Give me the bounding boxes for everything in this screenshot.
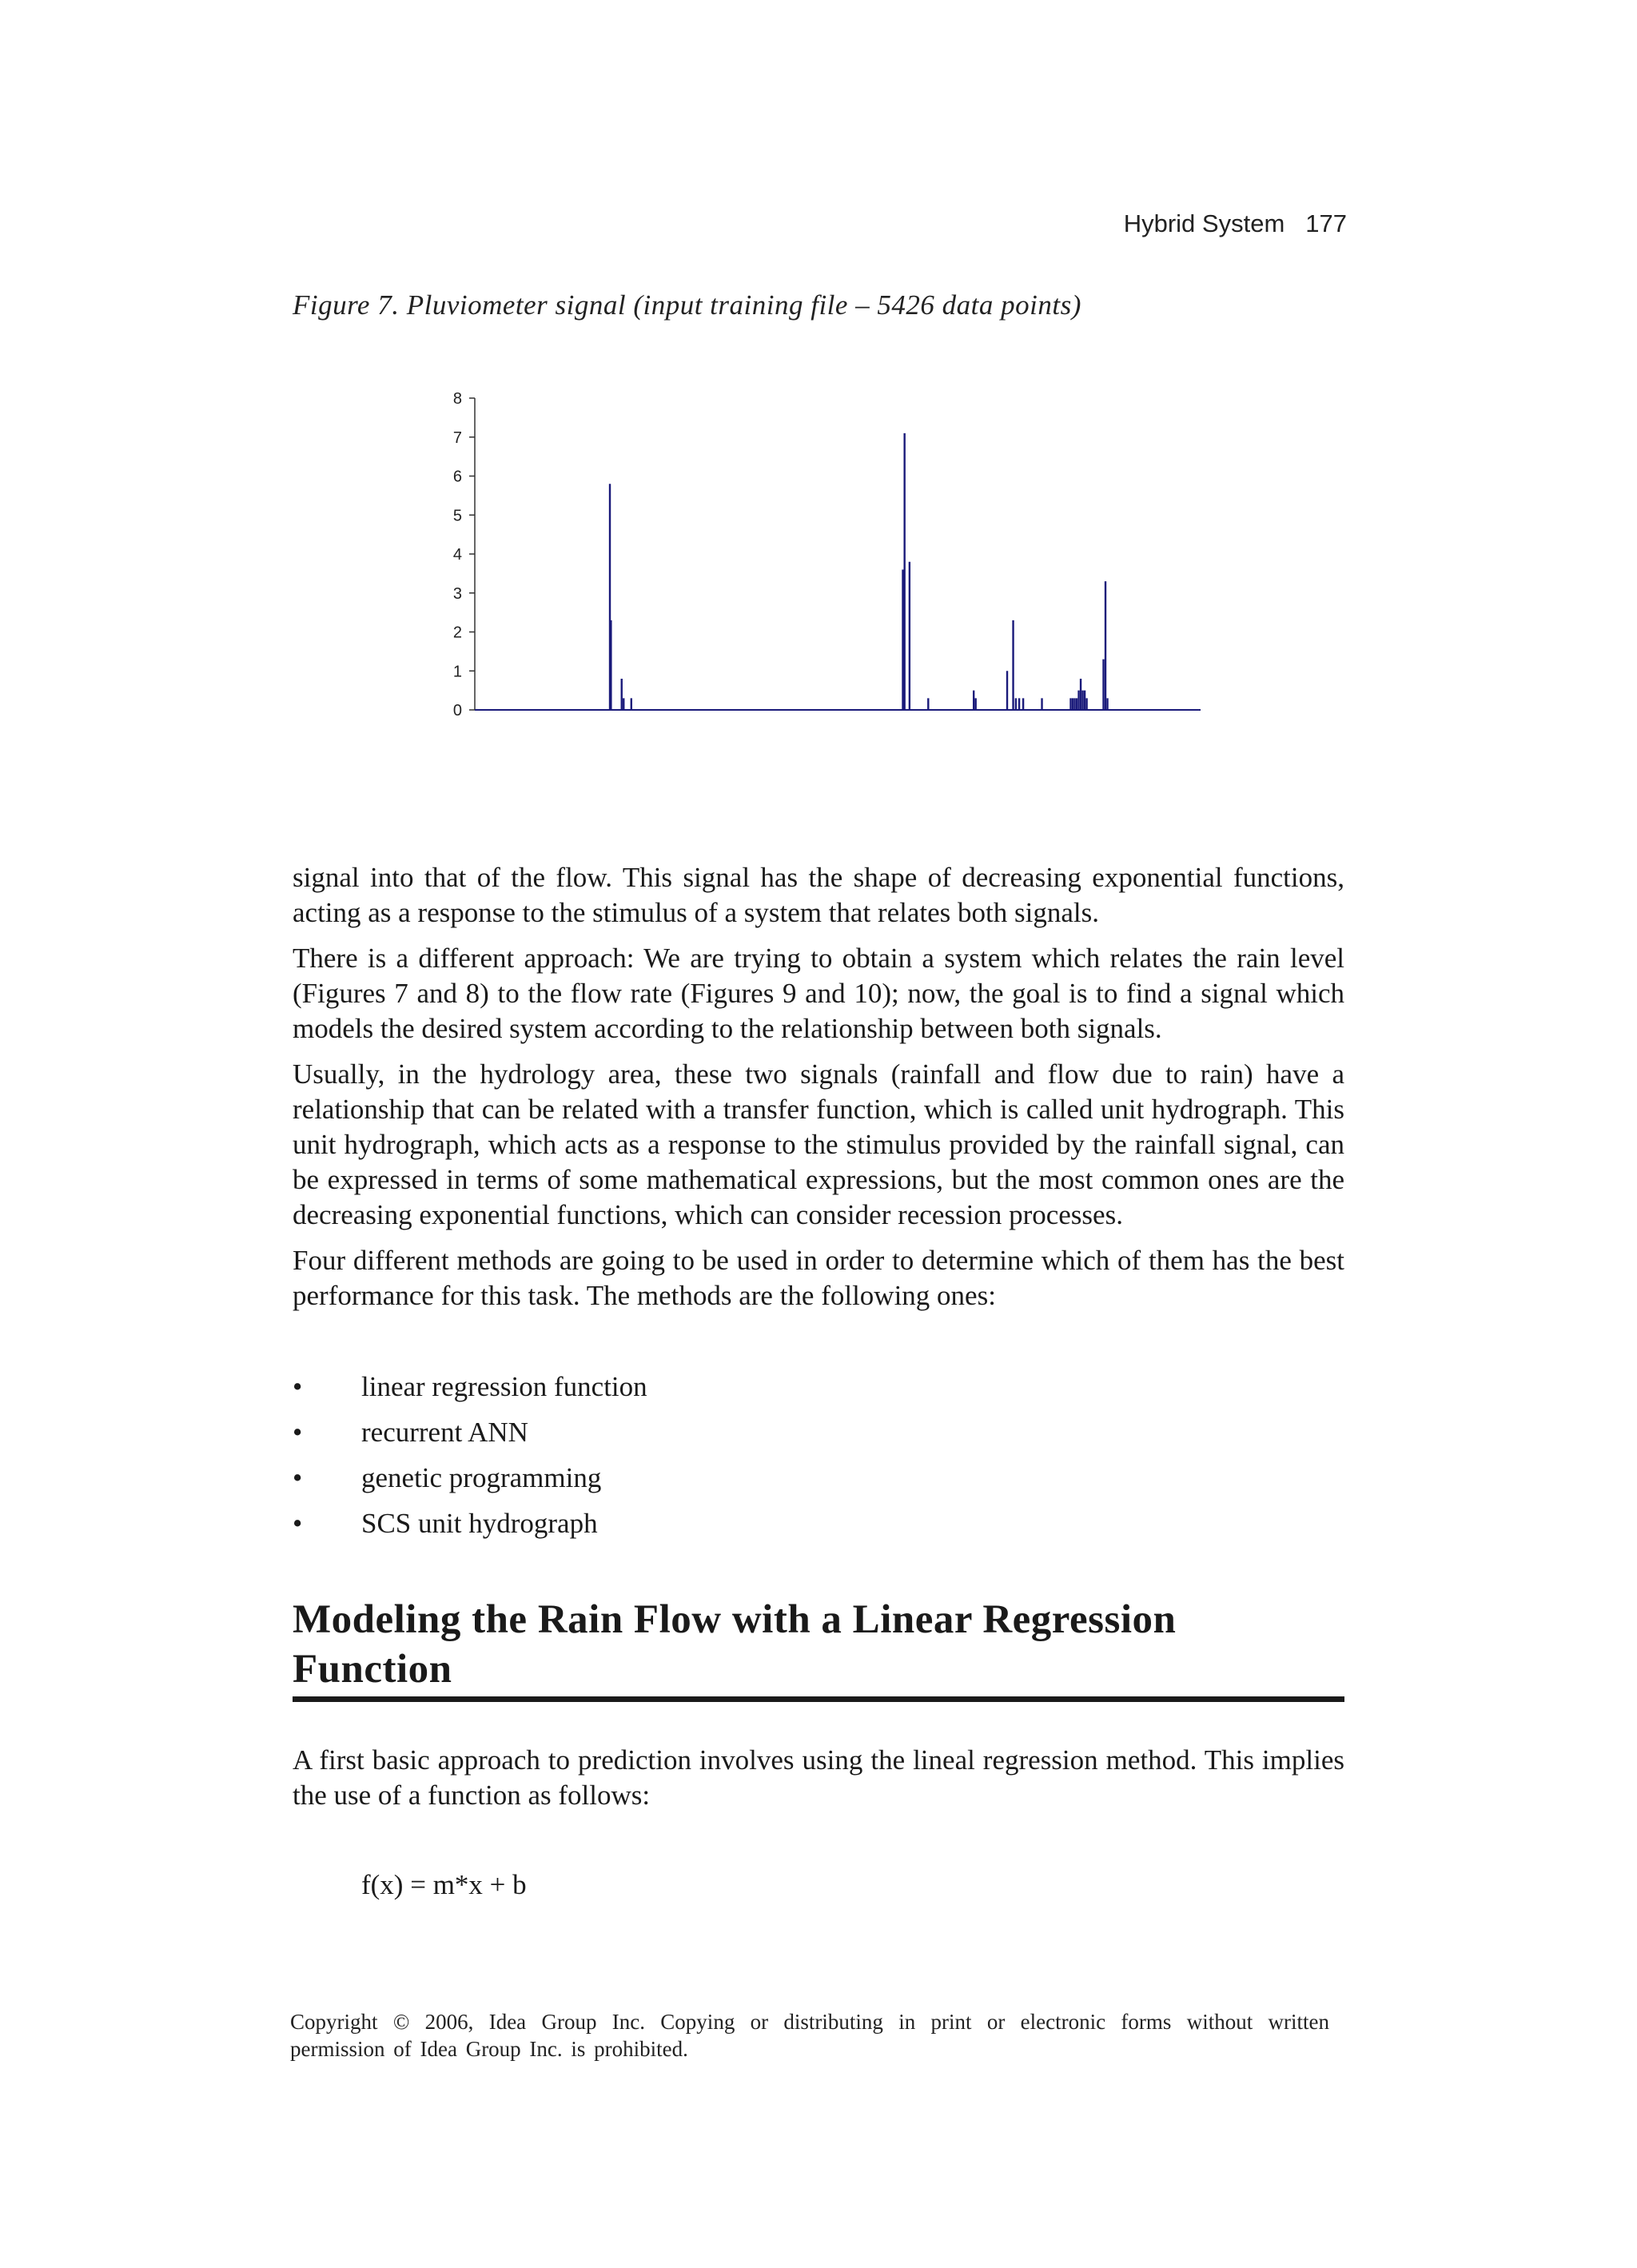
page-number: 177: [1305, 209, 1347, 237]
copyright-footer: Copyright © 2006, Idea Group Inc. Copying or distributing in print or electronic forms without written permission of Idea Group Inc. is prohibited.: [290, 2010, 1329, 2061]
list-item: [293, 1369, 1344, 1415]
section-heading-line: Function: [293, 1647, 452, 1692]
formula: f(x) = m*x + b: [361, 1869, 527, 1900]
y-tick-label: 2: [452, 624, 462, 642]
bullet-point: •: [293, 1371, 303, 1402]
chart-axes: [453, 390, 1201, 719]
methods-list: [293, 1369, 1344, 1552]
y-tick-label: 7: [452, 428, 462, 447]
y-tick-label: 3: [452, 584, 462, 603]
heading-rule: [293, 1696, 1344, 1702]
list-item-text: recurrent ANN: [361, 1417, 528, 1448]
paragraph: signal into that of the flow. This signal has the shape of decreasing exponential functions, acting as a response to the stimulus of a system that relates both signals.: [293, 862, 1344, 928]
pluviometer-chart: [432, 376, 1215, 727]
list-item: [293, 1415, 1344, 1461]
y-tick-label: 1: [452, 663, 462, 681]
running-header: [1124, 209, 1347, 238]
list-item-text: linear regression function: [361, 1371, 647, 1402]
list-item-text: SCS unit hydrograph: [361, 1508, 598, 1539]
running-title: Hybrid System: [1123, 209, 1285, 237]
paragraph: There is a different approach: We are trying to obtain a system which relates the rain level (Figures 7 and 8) to the flow rate (Figures 9 and 10); now, the goal is to find a signal which models the desired system according to the relationship between both signals.: [293, 943, 1344, 1044]
y-tick-label: 8: [452, 390, 462, 408]
paragraph: Four different methods are going to be used in order to determine which of them has the best performance for this task. The methods are the following ones:: [293, 1245, 1344, 1311]
figure-caption: Figure 7. Pluviometer signal (input training file – 5426 data points): [293, 289, 1081, 321]
section-heading: [293, 1595, 1344, 1694]
y-tick-label: 4: [452, 546, 462, 564]
bullet-point: •: [293, 1462, 303, 1493]
y-tick-label: 6: [452, 468, 462, 486]
body-text: [293, 860, 1344, 1324]
paragraph: A first basic approach to prediction involves using the lineal regression method. This implies the use of a function as follows:: [293, 1744, 1344, 1811]
y-tick-label: 5: [452, 507, 462, 525]
list-item: [293, 1461, 1344, 1506]
paragraph: Usually, in the hydrology area, these two signals (rainfall and flow due to rain) have a relationship that can be related with a transfer function, which is called unit hydrograph. This unit hydrograph, which acts as a response to the stimulus provided by the rainfall signal, can be expressed in terms of some mathematical expressions, but the most common ones are the decreasing exponential functions, which can consider recession processes.: [293, 1058, 1344, 1230]
bullet-point: •: [293, 1417, 303, 1448]
chart-marks: [610, 433, 1108, 710]
list-item-text: genetic programming: [361, 1462, 602, 1493]
list-item: [293, 1506, 1344, 1552]
section-heading-line: Modeling the Rain Flow with a Linear Regression: [293, 1597, 1177, 1642]
bullet-point: •: [293, 1508, 303, 1539]
y-tick-label: 0: [452, 702, 462, 719]
